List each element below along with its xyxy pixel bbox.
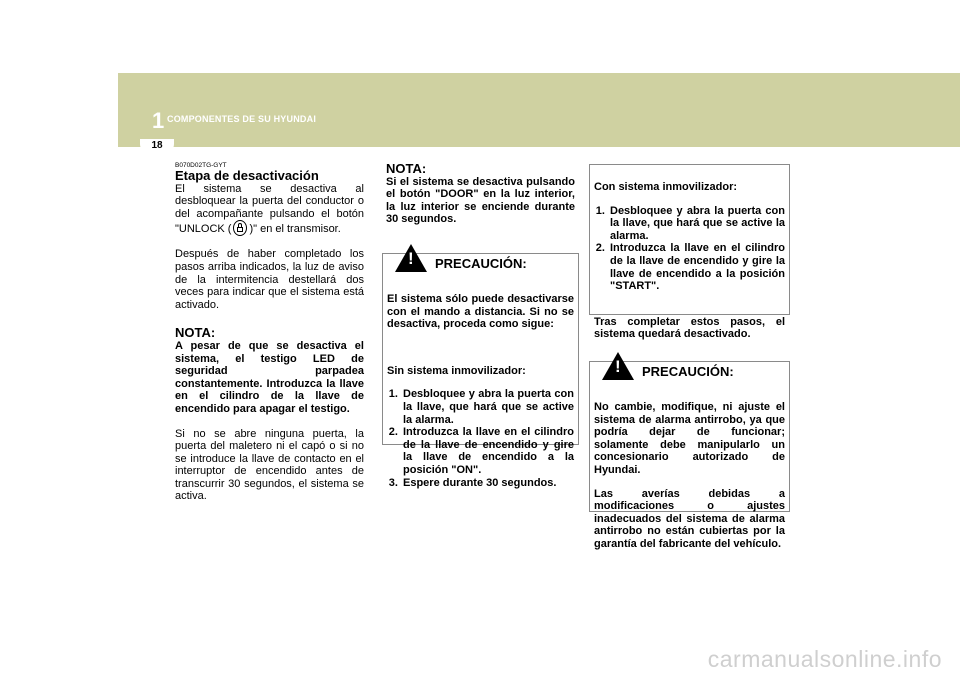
column-left bbox=[175, 162, 364, 503]
after-steps-paragraph: Después de haber completado los pasos arriba indicados, la luz de aviso de la intermitencia destellará dos veces para indicar que el sistema está activado. bbox=[175, 248, 364, 311]
chapter-number: 1 bbox=[152, 108, 165, 133]
page-number: 18 bbox=[140, 139, 174, 153]
caution-step: 3. Espere durante 30 segundos. bbox=[401, 477, 574, 490]
chapter-header-band bbox=[118, 73, 960, 147]
column-middle-nota bbox=[386, 163, 575, 226]
immobilizer-step: 2. Introduzca la llave en el cilindro de la llave de encendido y gire la llave de encendido a la posición "START". bbox=[608, 242, 785, 292]
immobilizer-step: 1. Desbloquee y abra la puerta con la llave, que hará que se active la alarma. bbox=[608, 205, 785, 243]
caution-box-tamper bbox=[589, 357, 790, 550]
caution-title: PRECAUCIÓN: bbox=[435, 256, 527, 271]
immobilizer-box bbox=[589, 164, 790, 341]
nota-title: NOTA: bbox=[386, 161, 427, 176]
caution-title: PRECAUCIÓN: bbox=[642, 364, 734, 379]
caution-step: 1. Desbloquee y abra la puerta con la llave, que hará que se active la alarma. bbox=[401, 388, 574, 426]
caution-intro: El sistema sólo puede desactivarse con el mando a distancia. Si no se desactiva, proceda como sigue: bbox=[387, 293, 574, 331]
warning-triangle-icon: ! bbox=[602, 352, 634, 380]
caution-subhead: Sin sistema inmovilizador: bbox=[387, 364, 526, 377]
deactivation-paragraph: El sistema se desactiva al desbloquear la puerta del conductor o del acompañante pulsando el botón "UNLOCK ( )" en el transmisor. bbox=[175, 182, 364, 236]
immobilizer-closing: Tras completar estos pasos, el sistema quedará desactivado. bbox=[594, 315, 785, 341]
section-code: B070D02TG-GYT bbox=[175, 162, 227, 169]
watermark: carmanualsonline.info bbox=[707, 646, 942, 672]
immobilizer-subhead: Con sistema inmovilizador: bbox=[594, 181, 738, 193]
timeout-paragraph: Si no se abre ninguna puerta, la puerta del maletero ni el capó o si no se introduce la llave de contacto en el interruptor de encendido antes de transcurrir 30 segundos, el sistema se activa. bbox=[175, 427, 364, 503]
caution-text-warranty: Las averías debidas a modificaciones o ajustes inadecuados del sistema de alarma antirrobo no están cubiertas por la garantía del fabricante del vehículo. bbox=[594, 487, 785, 550]
caution-text-tamper: No cambie, modifique, ni ajuste el sistema de alarma antirrobo, ya que podría dejar de funcionar; solamente debe manipularlo un concesionario autorizado de Hyundai. bbox=[594, 401, 785, 476]
caution-step: 2. Introduzca la llave en el cilindro de la llave de encendido y gire la llave de encendido a la posición "ON". bbox=[401, 426, 574, 476]
nota-title: NOTA: bbox=[175, 325, 216, 341]
section-heading: Etapa de desactivación bbox=[175, 168, 319, 183]
chapter-title: COMPONENTES DE SU HYUNDAI bbox=[167, 114, 317, 124]
caution-box-remote bbox=[382, 249, 579, 489]
nota-text: A pesar de que se desactiva el sistema, el testigo LED de seguridad parpadea constantemente. Introduzca la llave en el cilindro de la llave de encendido para apagar el testigo. bbox=[175, 339, 364, 415]
warning-triangle-icon: ! bbox=[395, 244, 427, 272]
unlock-padlock-icon bbox=[233, 220, 247, 236]
nota-text: Si el sistema se desactiva pulsando el botón "DOOR" en la luz interior, la luz interior se enciende durante 30 segundos. bbox=[386, 175, 575, 226]
